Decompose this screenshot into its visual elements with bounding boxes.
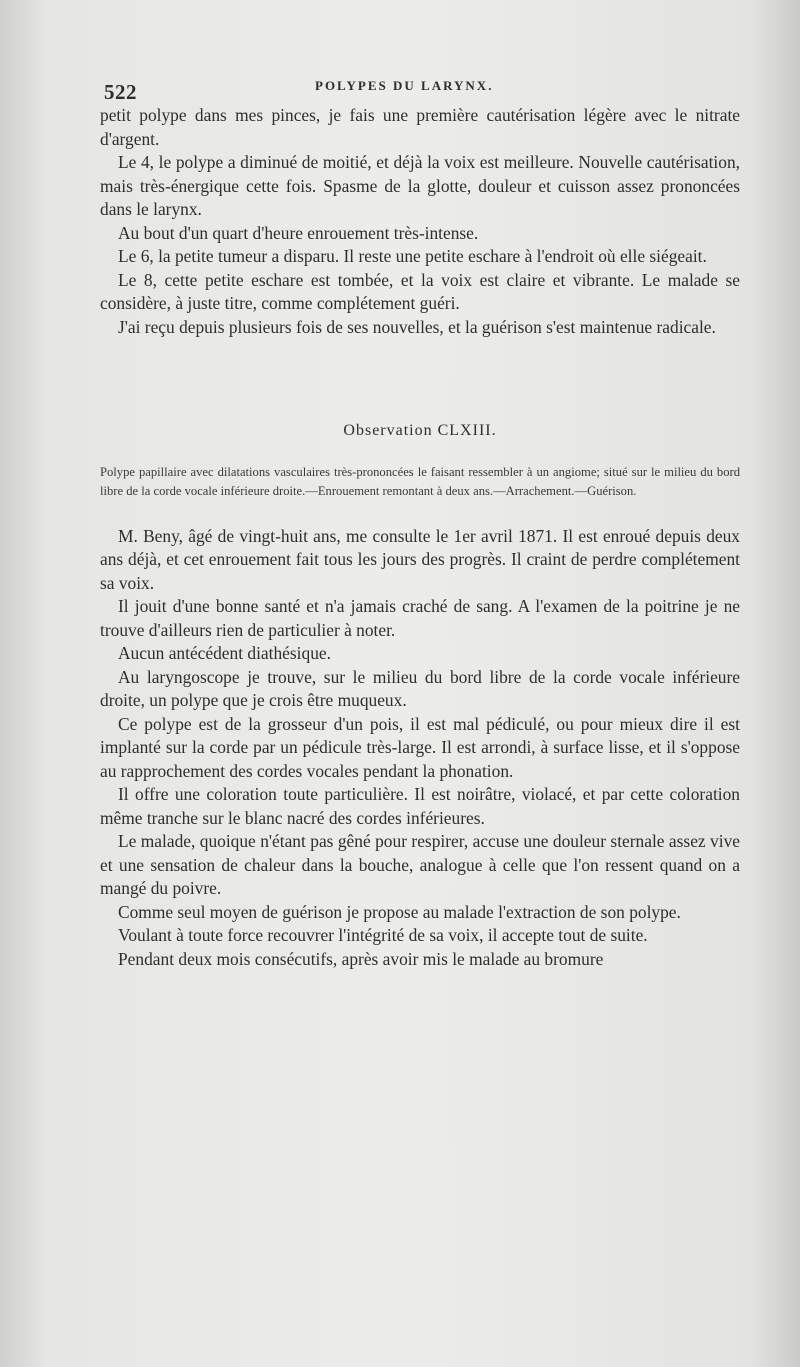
paragraph: Aucun antécédent diathésique. — [118, 643, 331, 663]
page-body — [100, 104, 740, 971]
paragraph: Le malade, quoique n'étant pas gêné pour respirer, accuse une douleur sternale assez vive et une sensation de chaleur dans la bouche, analogue à celle que l'on ressent quand on a mangé du poivre. — [100, 831, 740, 898]
paragraph: Ce polype est de la grosseur d'un pois, il est mal pédiculé, ou pour mieux dire il est implanté sur la corde par un pédicule très-large. Il est arrondi, à surface lisse, et il s'oppose au rapprochement des cordes vocales pendant la phonation. — [100, 713, 740, 781]
paragraph: M. Beny, âgé de vingt-huit ans, me consulte le 1er avril 1871. Il est enroué depuis deux ans déjà, et cet enrouement fait tous les jours des progrès. Il craint de perdre complétement sa voix. — [100, 525, 740, 593]
paragraph: Comme seul moyen de guérison je propose au malade l'extraction de son polype. — [118, 901, 681, 922]
page-header — [100, 72, 745, 106]
paragraph: Pendant deux mois consécutifs, après avoir mis le malade au bromure — [118, 948, 604, 969]
paragraph: Au bout d'un quart d'heure enrouement très-intense. — [118, 222, 479, 243]
observation-section — [100, 419, 740, 971]
paragraph: J'ai reçu depuis plusieurs fois de ses nouvelles, et la guérison s'est maintenue radicale. — [118, 316, 716, 337]
page-number: 522 — [104, 80, 137, 104]
running-head: POLYPES DU LARYNX. — [315, 78, 494, 93]
top-section — [100, 104, 740, 339]
paragraph: Il offre une coloration toute particulière. Il est noirâtre, violacé, et par cette coloration même tranche sur le blanc nacré des cordes inférieures. — [100, 784, 740, 828]
paragraph: Le 6, la petite tumeur a disparu. Il reste une petite eschare à l'endroit où elle siégeait. — [118, 246, 707, 266]
paragraph: Il jouit d'une bonne santé et n'a jamais craché de sang. A l'examen de la poitrine je ne trouve d'ailleurs rien de particulier à noter. — [100, 596, 740, 640]
paragraph: Voulant à toute force recouvrer l'intégrité de sa voix, il accepte tout de suite. — [118, 925, 648, 945]
observation-summary: Polype papillaire avec dilatations vasculaires très-prononcées le faisant ressembler à un angiome; situé sur le milieu du bord libre de la corde vocale inférieure droite.—Enrouement remontant à deux ans.—Arrachement.—Guérison. — [100, 464, 740, 498]
observation-title: Observation CLXIII. — [343, 422, 497, 439]
paragraph: Le 8, cette petite eschare est tombée, et la voix est claire et vibrante. Le malade se considère, à juste titre, comme complétement guéri. — [100, 269, 740, 313]
paragraph: Au laryngoscope je trouve, sur le milieu du bord libre de la corde vocale inférieure droite, un polype que je crois être muqueux. — [100, 666, 740, 710]
paragraph-continuation: petit polype dans mes pinces, je fais une première cautérisation légère avec le nitrate d'argent. — [100, 105, 740, 149]
paragraph: Le 4, le polype a diminué de moitié, et déjà la voix est meilleure. Nouvelle cautérisation, mais très-énergique cette fois. Spasme de la glotte, douleur et cuisson assez prononcées dans le larynx. — [100, 152, 740, 219]
observation-text — [100, 525, 740, 972]
